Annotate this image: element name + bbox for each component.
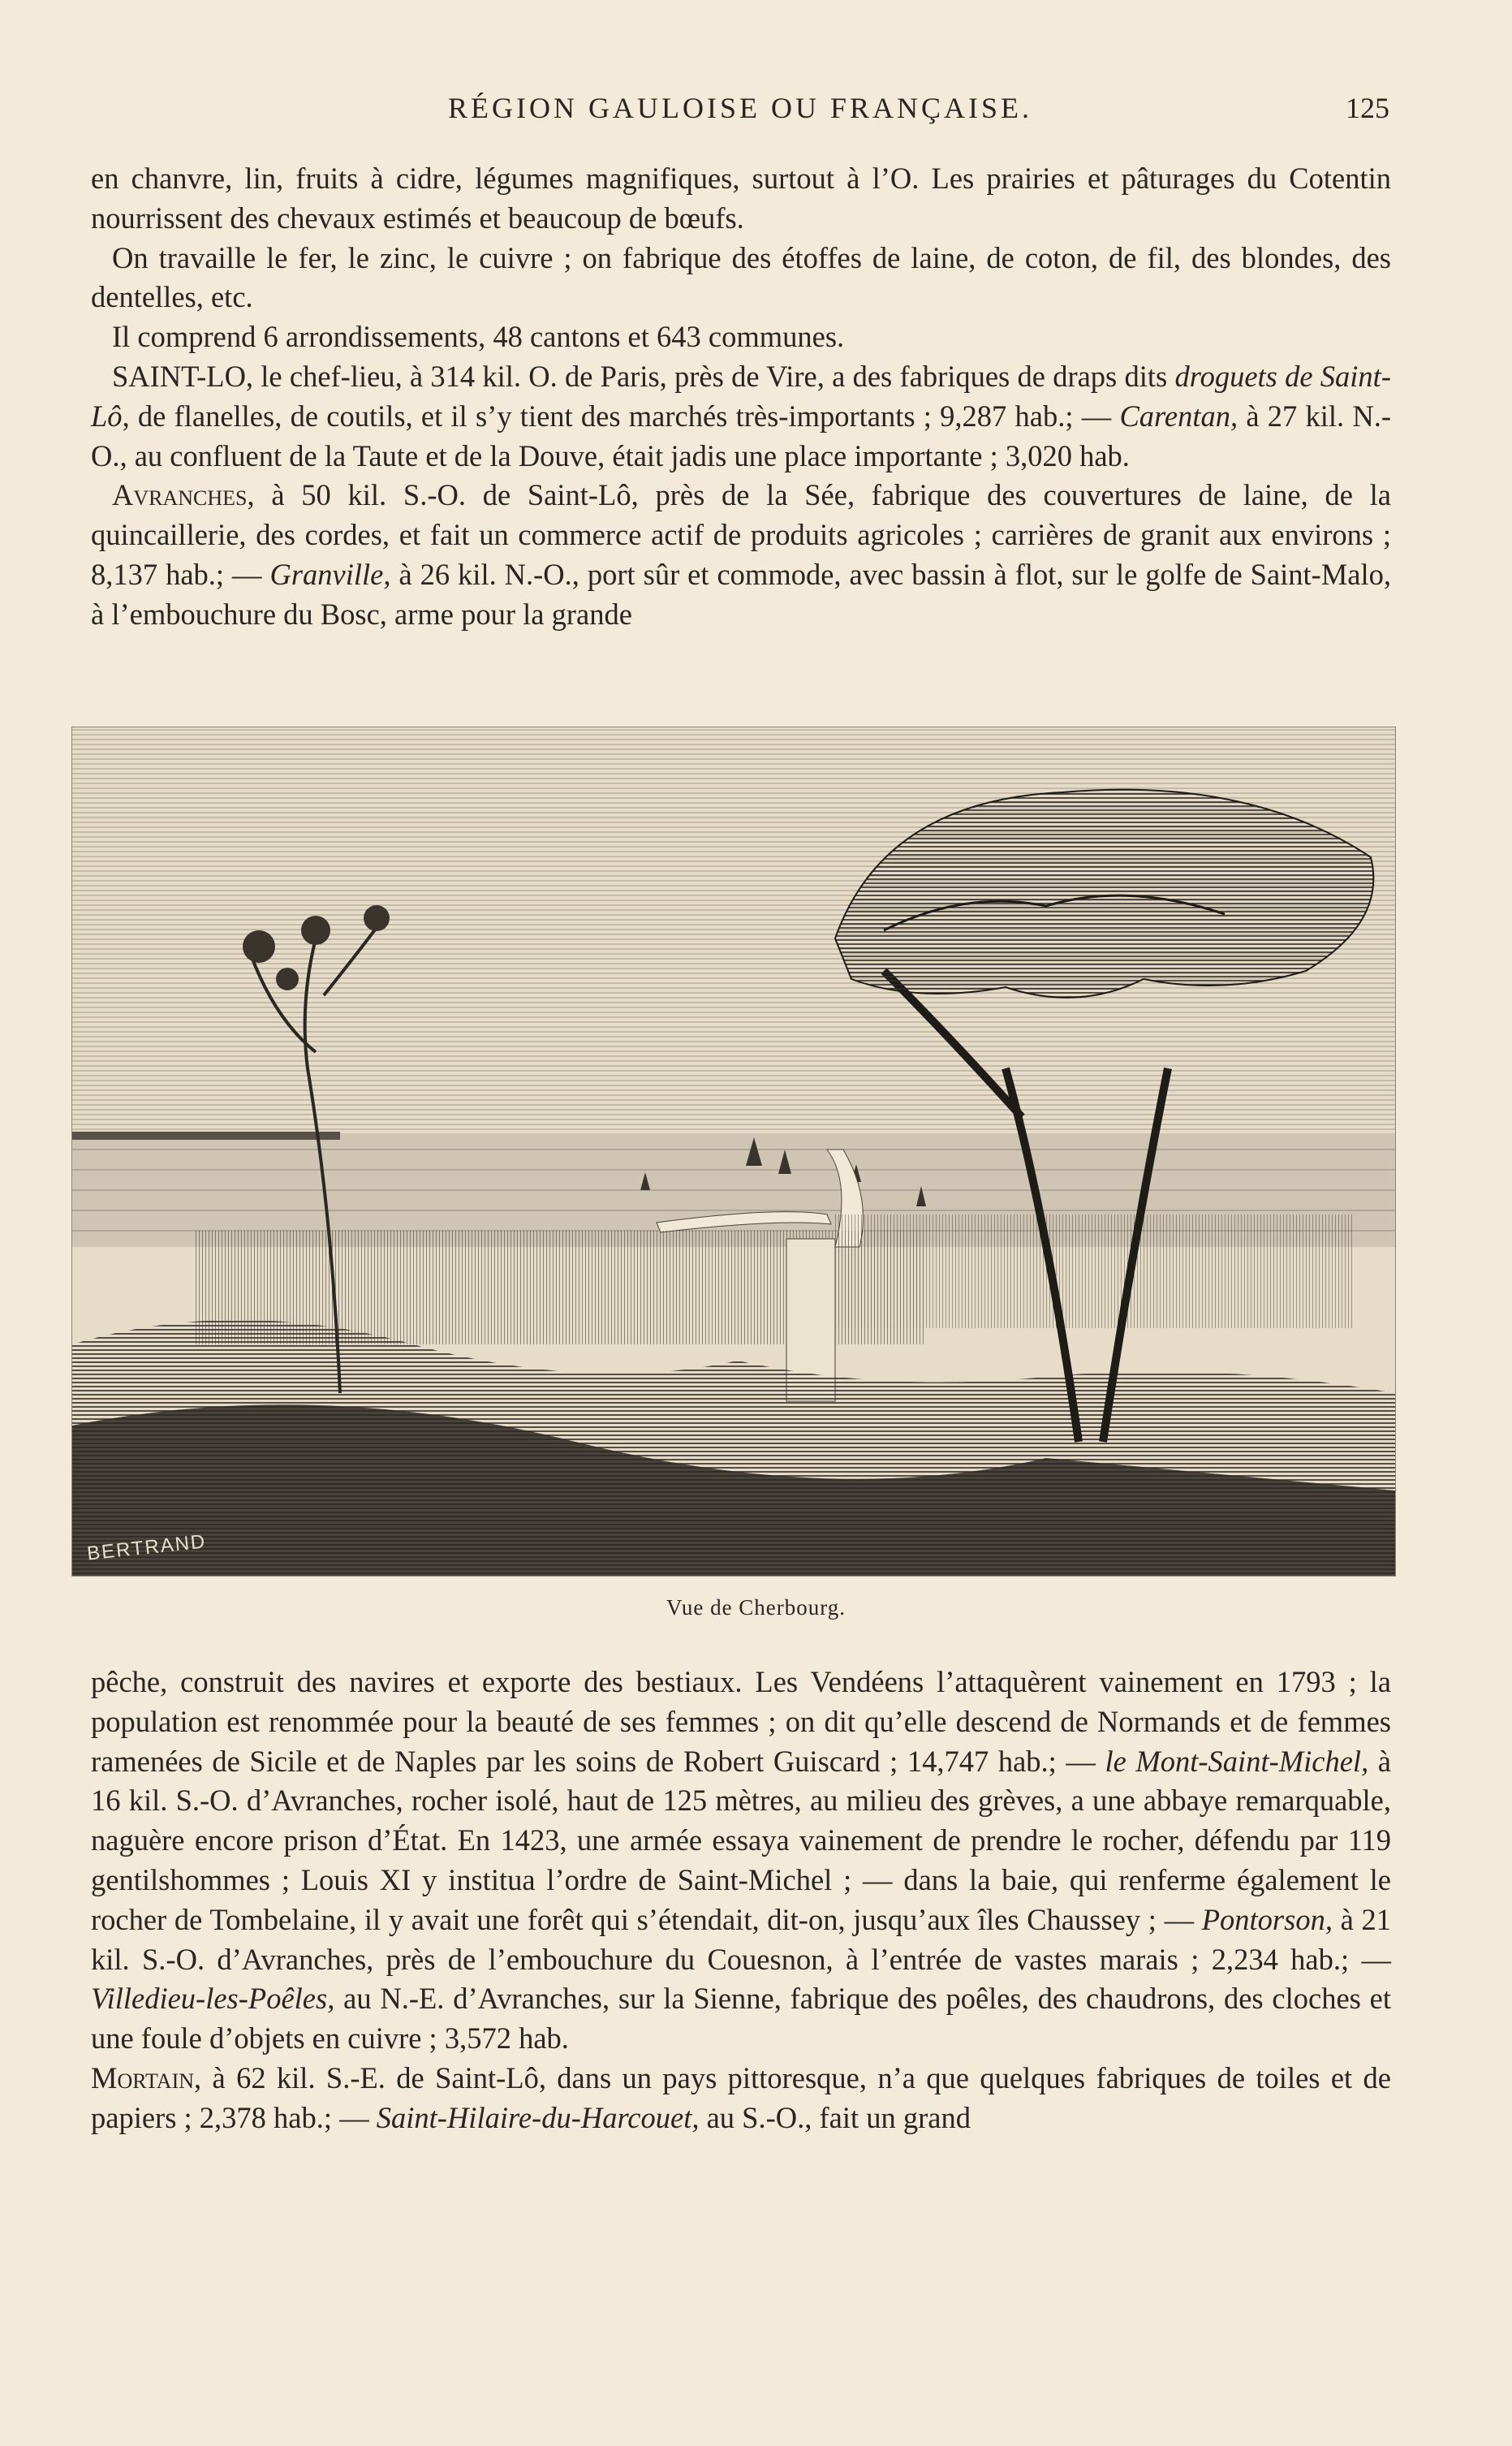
italic-place: Granville, (269, 557, 391, 591)
small-caps-place: Mortain (91, 2060, 195, 2094)
paragraph-text: à 21 kil. S.-O. d’Avranches, près de l’embouchure du Couesnon, à l’entrée de vastes marais ; 2,234 hab.; — (91, 1902, 1391, 1976)
paragraph-text: , à 62 kil. S.-E. de Saint-Lô, dans un pays pittoresque, n’a que quelques fabriques de toiles et de papiers ; 2,378 hab.; — (91, 2060, 1391, 2134)
paragraph-text: SAINT-LO, le chef-lieu, à 314 kil. O. de Paris, près de Vire, a des fabriques de draps dits (112, 359, 1175, 393)
paragraph-text: à 27 kil. N.-O., au confluent de la Taute et de la Douve, était jadis une place importante ; 3,020 hab. (91, 399, 1391, 472)
italic-place: le Mont-Saint-Michel, (1105, 1744, 1369, 1778)
top-text-block (91, 159, 1391, 635)
page-number: 125 (1346, 92, 1389, 124)
breakwater (72, 1132, 340, 1140)
italic-place: Carentan, (1119, 399, 1238, 433)
italic-place: Saint-Hilaire-du-Harcouet, (376, 2100, 700, 2134)
italic-place: Villedieu-les-Poêles, (91, 1982, 335, 2016)
bottom-text-block (91, 1663, 1391, 2138)
small-caps-place: Avranches (112, 478, 248, 512)
paragraph-text: à 26 kil. N.-O., port sûr et commode, avec bassin à flot, sur le golfe de Saint-Malo, à l’embouchure du Bosc, arme pour la grande (91, 557, 1392, 631)
paragraph-continued (91, 1663, 1391, 2059)
engraving-cherbourg (71, 727, 1396, 1577)
paragraph-saint-lo (91, 357, 1391, 476)
header-title: RÉGION GAULOISE OU FRANÇAISE. (447, 92, 1032, 124)
paragraph (91, 159, 1391, 239)
paragraph-text: Il comprend 6 arrondissements, 48 cantons et 643 communes. (112, 320, 845, 354)
paragraph-text: pêche, construit des navires et exporte des bestiaux. Les Vendéens l’attaquèrent vainement en 1793 ; la population est renommée pour la beauté de ses femmes ; on dit qu’elle descend de Normands et de femmes ramenées de Sicile et de Naples par les soins de Robert Guiscard ; 14,747 hab.; — (91, 1665, 1391, 1778)
paragraph-mortain (91, 2059, 1391, 2138)
paragraph-text: , à 50 kil. S.-O. de Saint-Lô, près de la Sée, fabrique des couvertures de laine, de la quincaillerie, des cordes, et fait un commerce actif de produits agricoles ; carrières de granit aux environs ; 8,137 hab.; — (91, 478, 1391, 591)
paragraph-avranches (91, 476, 1391, 634)
paragraph-text: en chanvre, lin, fruits à cidre, légumes magnifiques, surtout à l’O. Les prairies et pâturages du Cotentin nourrissent des chevaux estimés et beaucoup de bœufs. (91, 162, 1391, 235)
running-header (91, 91, 1389, 140)
figure-caption: Vue de Cherbourg. (666, 1595, 846, 1620)
paragraph-text: On travaille le fer, le zinc, le cuivre ; on fabrique des étoffes de laine, de coton, de fil, des blondes, des dentelles, etc. (91, 240, 1391, 314)
paragraph-text: au S.-O., fait un grand (699, 2100, 971, 2134)
engraver-signature: BERTRAND (85, 1530, 208, 1565)
paragraph (91, 317, 1391, 357)
paragraph-text: au N.-E. d’Avranches, sur la Sienne, fabrique des poêles, des chaudrons, des cloches et une foule d’objets en cuivre ; 3,572 hab. (91, 1982, 1391, 2056)
engraving-illustration (72, 727, 1395, 1576)
paragraph (91, 239, 1391, 318)
paragraph-text: , de flanelles, de coutils, et il s’y tient des marchés très-importants ; 9,287 hab.; — (122, 399, 1120, 433)
paragraph-text: à 16 kil. S.-O. d’Avranches, rocher isolé, haut de 125 mètres, au milieu des grèves, a une abbaye remarquable, naguère encore prison d’État. En 1423, une armée essaya vainement de prendre le rocher, défendu par 119 gentilshommes ; Louis XI y institua l’ordre de Saint-Michel ; — dans la baie, qui renferme également le rocher de Tombelaine, il y avait une forêt qui s’étendait, dit-on, jusqu’aux îles Chaussey ; — (91, 1744, 1391, 1936)
italic-term: droguets de Saint-Lô (91, 359, 1391, 433)
italic-place: Pontorson, (1201, 1902, 1333, 1936)
